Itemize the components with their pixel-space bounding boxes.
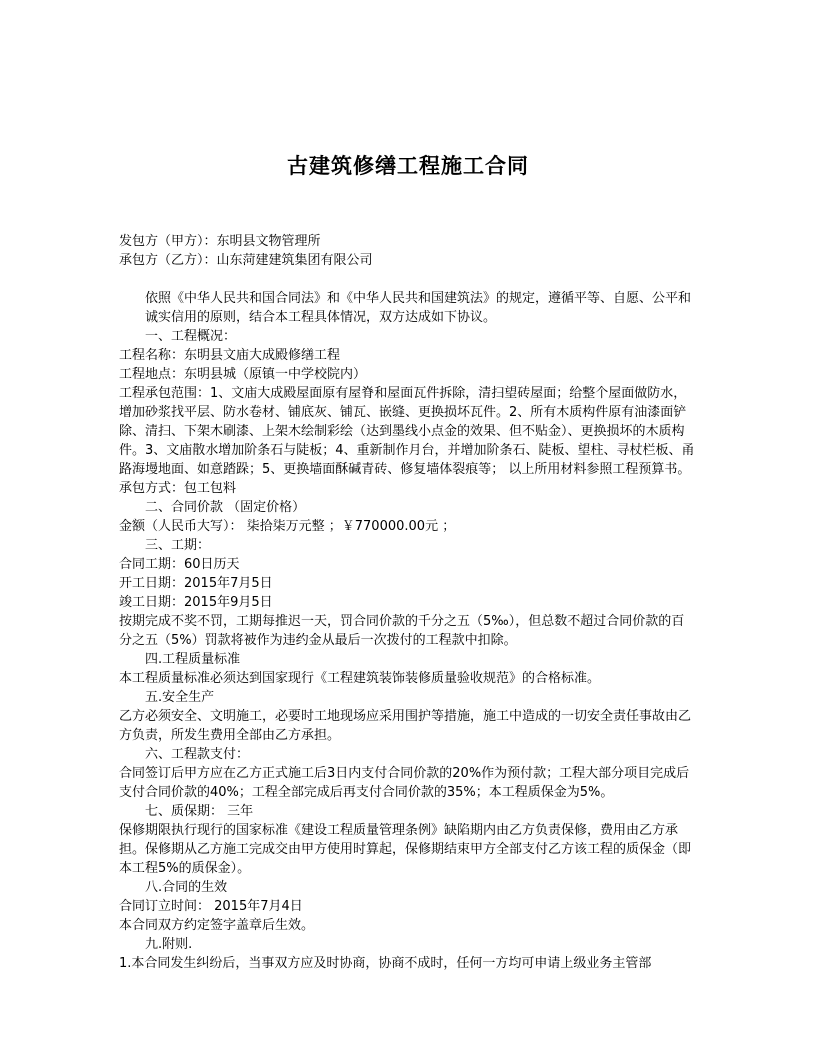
spacer [119, 270, 697, 289]
contract-amount: 金额（人民币大写）： 柒拾柒万元整 ；￥770000.00元 ； [119, 519, 456, 534]
delay-penalty: 按期完成不奖不罚，工期每推迟一天，罚合同价款的千分之五（5‰），但总数不超过合同价款的百分之五（5%）罚款将被作为违约金从最后一次拨付的工程款中扣除。 [119, 614, 685, 648]
signing-date: 合同订立时间： 2015年7月4日 [119, 899, 303, 914]
party-a: 发包方（甲方）：东明县文物管理所 [119, 234, 321, 249]
end-date: 竣工日期：2015年9月5日 [119, 595, 273, 610]
safety-text: 乙方必须安全、文明施工，必要时工地现场应采用围护等措施，施工中造成的一切安全责任事故由乙方负责，所发生费用全部由乙方承担。 [119, 709, 692, 743]
appendix-item-1: 1.本合同发生纠纷后，当事双方应及时协商，协商不成时，任何一方均可申请上级业务主管部 [119, 956, 652, 971]
contract-body [119, 232, 697, 973]
contract-duration: 合同工期：60日历天 [119, 557, 240, 572]
payment-terms: 合同签订后甲方应在乙方正式施工后3日内支付合同价款的20%作为预付款；工程大部分项目完成后支付合同价款的40%；工程全部完成后再支付合同价款的35%；本工程质保金为5%。 [119, 766, 690, 800]
section-5-heading: 五.安全生产 [145, 690, 215, 705]
project-location: 工程地点：东明县城（原镇一中学校院内） [119, 367, 367, 382]
intro-paragraph: 依照《中华人民共和国合同法》和《中华人民共和国建筑法》的规定，遵循平等、自愿、公平和诚实信用的原则，结合本工程具体情况，双方达成如下协议。 [145, 291, 692, 325]
party-b: 承包方（乙方）：山东菏建建筑集团有限公司 [119, 253, 373, 268]
section-4-heading: 四.工程质量标准 [145, 652, 241, 667]
section-8-heading: 八.合同的生效 [145, 880, 228, 895]
effective-text: 本合同双方约定签字盖章后生效。 [119, 918, 315, 933]
project-scope: 工程承包范围：1、文庙大成殿屋面原有屋脊和屋面瓦件拆除，清扫望砖屋面；给整个屋面做防水，增加砂浆找平层、防水卷材、铺底灰、铺瓦、嵌缝、更换损坏瓦件。2、所有木质构件原有油漆面铲除、清扫、下架木刷漆、上架木绘制彩绘（达到墨线小点金的效果、但不贴金）、更换损坏的木质构件。3、文庙散水增加阶条石与陡板；4、重新制作月台，并增加阶条石、陡板、望柱、寻杖栏板、甬路海墁地面、如意踏跺；5、更换墙面酥碱青砖、修复墙体裂痕等； 以上所用材料参照工程预算书。 [119, 386, 695, 477]
section-2-heading: 二、合同价款 （固定价格） [145, 500, 306, 515]
project-name: 工程名称：东明县文庙大成殿修缮工程 [119, 348, 341, 363]
quality-standard: 本工程质量标准必须达到国家现行《工程建筑装饰装修质量验收规范》的合格标准。 [119, 671, 601, 686]
section-9-heading: 九.附则. [145, 937, 193, 952]
section-1-heading: 一、工程概况： [145, 329, 237, 344]
section-7-heading: 七、质保期： 三年 [145, 804, 254, 819]
section-6-heading: 六、工程款支付： [145, 747, 250, 762]
warranty-text: 保修期限执行现行的国家标准《建设工程质量管理条例》缺陷期内由乙方负责保修，费用由乙方承担。保修期从乙方施工完成交由甲方使用时算起，保修期结束甲方全部支付乙方该工程的质保金（即本工程5%的质保金）。 [119, 823, 692, 876]
page-title: 古建筑修缮工程施工合同 [287, 153, 529, 178]
contract-method: 承包方式：包工包料 [119, 481, 237, 496]
section-3-heading: 三、工期： [145, 538, 211, 553]
start-date: 开工日期：2015年7月5日 [119, 576, 273, 591]
